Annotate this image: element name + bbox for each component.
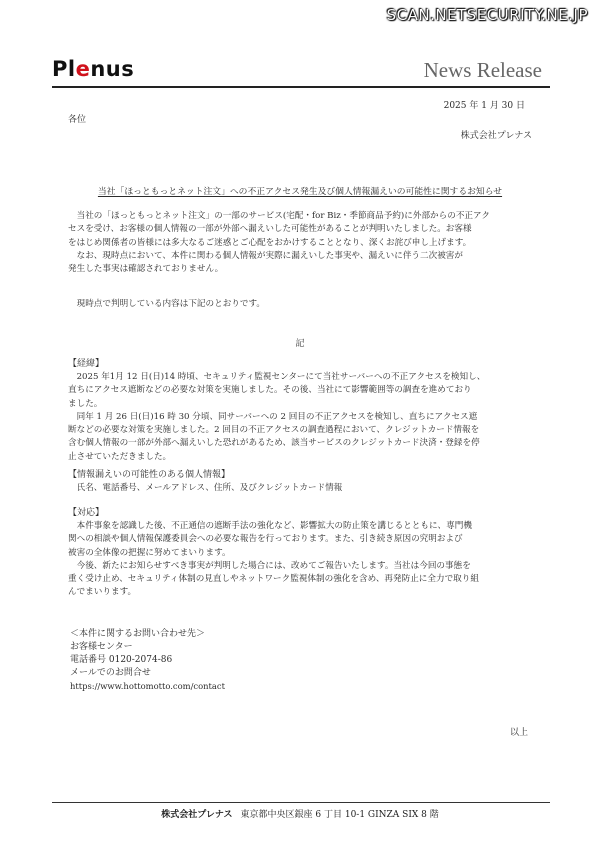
contact-url-link[interactable]: https://www.hottomotto.com/contact [70,681,225,691]
closing-mark: 以上 [509,728,528,738]
text-line: なお、現時点において、本件に関わる個人情報が実際に漏えいした事実や、漏えいに伴う二次被害が [68,250,463,261]
news-release-heading: News Release [423,58,542,82]
footer-company: 株式会社プレナス [161,810,233,820]
text-line: 関への相談や個人情報保護委員会への必要な報告を行っております。また、引き続き原因の究明および [68,534,463,545]
plenus-logo [52,57,134,81]
footer-address: 東京都中央区銀座 6 丁目 10-1 GINZA SIX 8 階 [240,810,439,820]
footer-divider [52,802,550,803]
text-line: 2025 年1月 12 日(日)14 時頃、セキュリティ監視センターにて当社サーバーへの不正アクセスを検知し、 [68,372,486,382]
text-line: 氏名、電話番号、メールアドレス、住所、及びクレジットカード情報 [68,483,343,493]
text-line: 本件事象を認識した後、不正通信の遮断手法の強化など、影響拡大の防止策を講じるとともに、専門機 [68,521,472,531]
contact-email: メールでのお問合せ [70,668,151,678]
text-line: んでまいります。 [68,587,137,598]
text-line: 含む個人情報の一部が外部へ漏えいした恐れがあるため、該当サービスのクレジットカード決済・登録を停 [68,438,480,449]
history-body [68,371,538,464]
intro-summary [68,298,538,311]
logo-highlight: e [75,57,91,81]
text-line: 同年 1 月 26 日(日)16 時 30 分頃、同サーバーへの 2 回目の不正アクセスを検知し、直ちにアクセス遮 [68,411,478,422]
release-date: 2025 年 1 月 30 日 [443,101,525,111]
logo-suffix: nus [90,57,135,81]
text-line: セスを受け、お客様の個人情報の一部が外部へ漏えいした可能性があることが判明いたしました。お客様 [68,224,472,235]
text-line: 止させていただきました。 [68,451,172,462]
text-line: 断などの必要な対策を実施しました。2 回目の不正アクセスの調査過程において、クレジットカード情報を [68,425,480,436]
text-line: 重く受け止め、セキュリティ体制の見直しやネットワーク監視体制の強化を含め、再発防止に全力で取り組 [68,574,479,585]
info-body [68,482,538,495]
contact-center: お客様センター [70,642,133,652]
text-line: 被害の全体像の把握に努めてまいります。 [68,547,231,558]
header-divider [52,86,550,88]
intro-paragraph [68,210,538,276]
text-line: ました。 [68,398,103,409]
text-line: 今後、新たにお知らせすべき事実が判明した場合には、改めてご報告いたします。当社は今回の事態を [68,560,471,571]
ki-marker: 記 [295,339,305,349]
contact-heading: ＜本件に関するお問い合わせ先＞ [70,629,206,639]
response-heading: 【対応】 [68,508,105,518]
text-line: 当社の「ほっともっとネット注文」の一部のサービス(宅配・for Biz・季節商品予約)に外部からの不正アク [68,211,490,221]
info-heading: 【情報漏えいの可能性のある個人情報】 [68,470,231,480]
contact-phone: 電話番号 0120-2074-86 [70,655,173,665]
document-title: 当社「ほっともっとネット注文」への不正アクセス発生及び個人情報漏えいの可能性に関するお知らせ [97,187,503,197]
response-body [68,520,538,600]
history-heading: 【経緯】 [68,359,105,369]
recipient: 各位 [68,115,87,125]
text-line: をはじめ関係者の皆様には多大なるご迷惑とご心配をおかけすることとなり、深くお詫び申し上げます。 [68,237,472,248]
text-line: 現時点で判明している内容は下記のとおりです。 [68,299,265,309]
footer [0,809,600,821]
watermark: SCAN.NETSECURITY.NE.JP [386,6,588,24]
issuer-company: 株式会社プレナス [460,131,532,141]
text-line: 発生した事実は確認されておりません。 [68,264,224,275]
text-line: 直ちにアクセス遮断などの必要な対策を実施しました。その後、当社にて影響範囲等の調査を進めており [68,385,472,396]
logo-prefix: Pl [52,57,76,81]
